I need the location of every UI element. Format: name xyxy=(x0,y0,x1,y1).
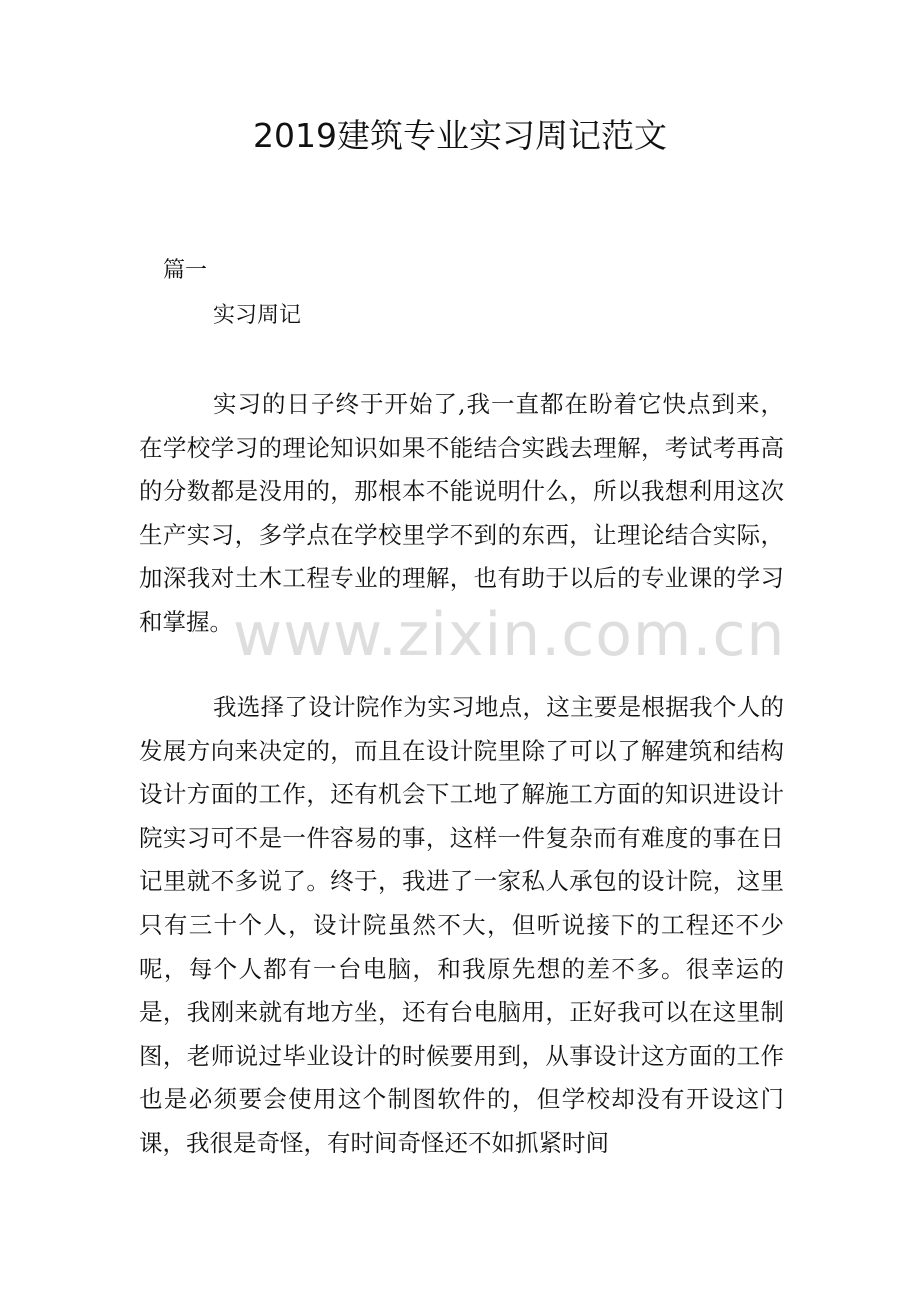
document-title: 2019建筑专业实习周记范文 xyxy=(253,116,667,155)
body-paragraph-2: 我选择了设计院作为实习地点，这主要是根据我个人的发展方向来决定的，而且在设计院里除了可以了解建筑和结构设计方面的工作，还有机会下工地了解施工方面的知识进设计院实习可不是一件容易的事，这样一件复杂而有难度的事在日记里就不多说了。终于，我进了一家私人承包的设计院，这里只有三十个人，设计院虽然不大，但听说接下的工程还不少呢，每个人都有一台电脑，和我原先想的差不多。很幸运的是，我刚来就有地方坐，还有台电脑用，正好我可以在这里制图，老师说过毕业设计的时候要用到，从事设计这方面的工作也是必须要会使用这个制图软件的，但学校却没有开设这门课，我很是奇怪，有时间奇怪还不如抓紧时间 xyxy=(139,693,784,1157)
section-subtitle: 实习周记 xyxy=(213,303,302,328)
body-paragraph-1: 实习的日子终于开始了,我一直都在盼着它快点到来，在学校学习的理论知识如果不能结合实践去理解，考试考再高的分数都是没用的，那根本不能说明什么，所以我想利用这次生产实习，多学点在学校里学不到的东西，让理论结合实际，加深我对土木工程专业的理解，也有助于以后的专业课的学习和掌握。 xyxy=(139,390,784,636)
section-label: 篇一 xyxy=(163,258,208,283)
watermark: www.zixin.com.cn xyxy=(233,600,786,670)
